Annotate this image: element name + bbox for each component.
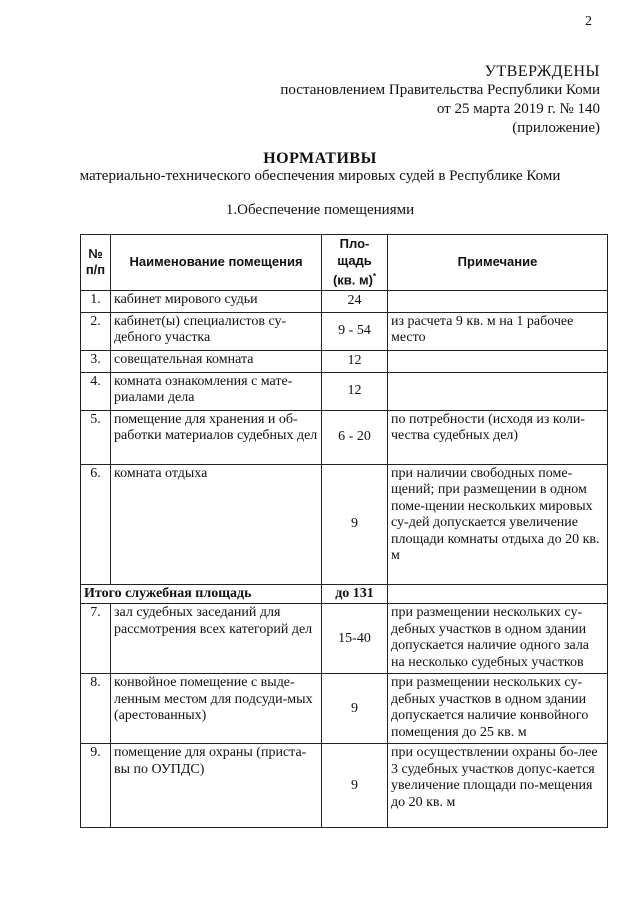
header-name: Наименование помещения (111, 235, 322, 291)
table-row (81, 604, 608, 674)
page-number: 2 (585, 14, 592, 29)
room-area: 12 (322, 372, 388, 410)
subtotal-note (388, 584, 608, 604)
room-area: 6 - 20 (322, 410, 388, 464)
room-note: по потребности (исходя из коли-чества судебных дел) (388, 410, 608, 464)
row-number: 3. (81, 350, 111, 372)
row-number: 2. (81, 312, 111, 350)
room-area: 9 (322, 674, 388, 744)
table-row (81, 674, 608, 744)
room-note: при наличии свободных поме-щений; при размещении в одном поме-щении нескольких мировых су-дей допускается увеличение площади комнаты отдыха до 20 кв. м (388, 464, 608, 584)
header-area-label: Пло-щадь (кв. м) (332, 236, 373, 288)
room-name: комната отдыха (111, 464, 322, 584)
norms-table (80, 234, 608, 828)
room-area: 9 (322, 744, 388, 828)
room-area: 12 (322, 350, 388, 372)
subtotal-label: Итого служебная площадь (81, 584, 322, 604)
table-row (81, 464, 608, 584)
room-name: помещение для охраны (приста-вы по ОУПДС) (111, 744, 322, 828)
row-number: 8. (81, 674, 111, 744)
room-area: 15-40 (322, 604, 388, 674)
room-area: 9 - 54 (322, 312, 388, 350)
room-name: помещение для хранения и об-работки материалов судебных дел (111, 410, 322, 464)
room-area: 9 (322, 464, 388, 584)
document-subtitle: материально-технического обеспечения мировых судей в Республике Коми (79, 168, 561, 184)
row-number: 9. (81, 744, 111, 828)
subtotal-row (81, 584, 608, 604)
document-title: НОРМАТИВЫ (263, 150, 377, 167)
room-name: зал судебных заседаний для рассмотрения всех категорий дел (111, 604, 322, 674)
room-note: при размещении нескольких су-дебных участков в одном здании допускается наличие одного зала на несколько судебных участков (388, 604, 608, 674)
room-note (388, 290, 608, 312)
table-row (81, 350, 608, 372)
header-area (322, 235, 388, 291)
room-area: 24 (322, 290, 388, 312)
approval-title: УТВЕРЖДЕНЫ (484, 63, 600, 80)
room-name: совещательная комната (111, 350, 322, 372)
row-number: 4. (81, 372, 111, 410)
approval-date: от 25 марта 2019 г. № 140 (436, 101, 600, 117)
room-name: кабинет мирового судьи (111, 290, 322, 312)
row-number: 1. (81, 290, 111, 312)
table-row (81, 410, 608, 464)
row-number: 5. (81, 410, 111, 464)
approval-note: (приложение) (512, 120, 600, 136)
table-row (81, 312, 608, 350)
room-note (388, 372, 608, 410)
table-row (81, 372, 608, 410)
row-number: 7. (81, 604, 111, 674)
header-area-mark: * (372, 272, 377, 281)
room-name: комната ознакомления с мате-риалами дела (111, 372, 322, 410)
header-note: Примечание (388, 235, 608, 291)
subtotal-area: до 131 (322, 584, 388, 604)
approval-decree: постановлением Правительства Республики Коми (280, 82, 600, 98)
row-number: 6. (81, 464, 111, 584)
room-note: при размещении нескольких су-дебных участков в одном здании допускается наличие конвойного помещения до 25 кв. м (388, 674, 608, 744)
table-row (81, 290, 608, 312)
room-name: конвойное помещение с выде-ленным местом для подсуди-мых (арестованных) (111, 674, 322, 744)
room-note: при осуществлении охраны бо-лее 3 судебных участков допус-кается увеличение площади по-мещения до 20 кв. м (388, 744, 608, 828)
header-num: № п/п (81, 235, 111, 291)
table-row (81, 744, 608, 828)
approval-block (280, 62, 600, 138)
room-note: из расчета 9 кв. м на 1 рабочее место (388, 312, 608, 350)
section-heading: 1.Обеспечение помещениями (225, 202, 415, 218)
room-note (388, 350, 608, 372)
room-name: кабинет(ы) специалистов су-дебного участка (111, 312, 322, 350)
